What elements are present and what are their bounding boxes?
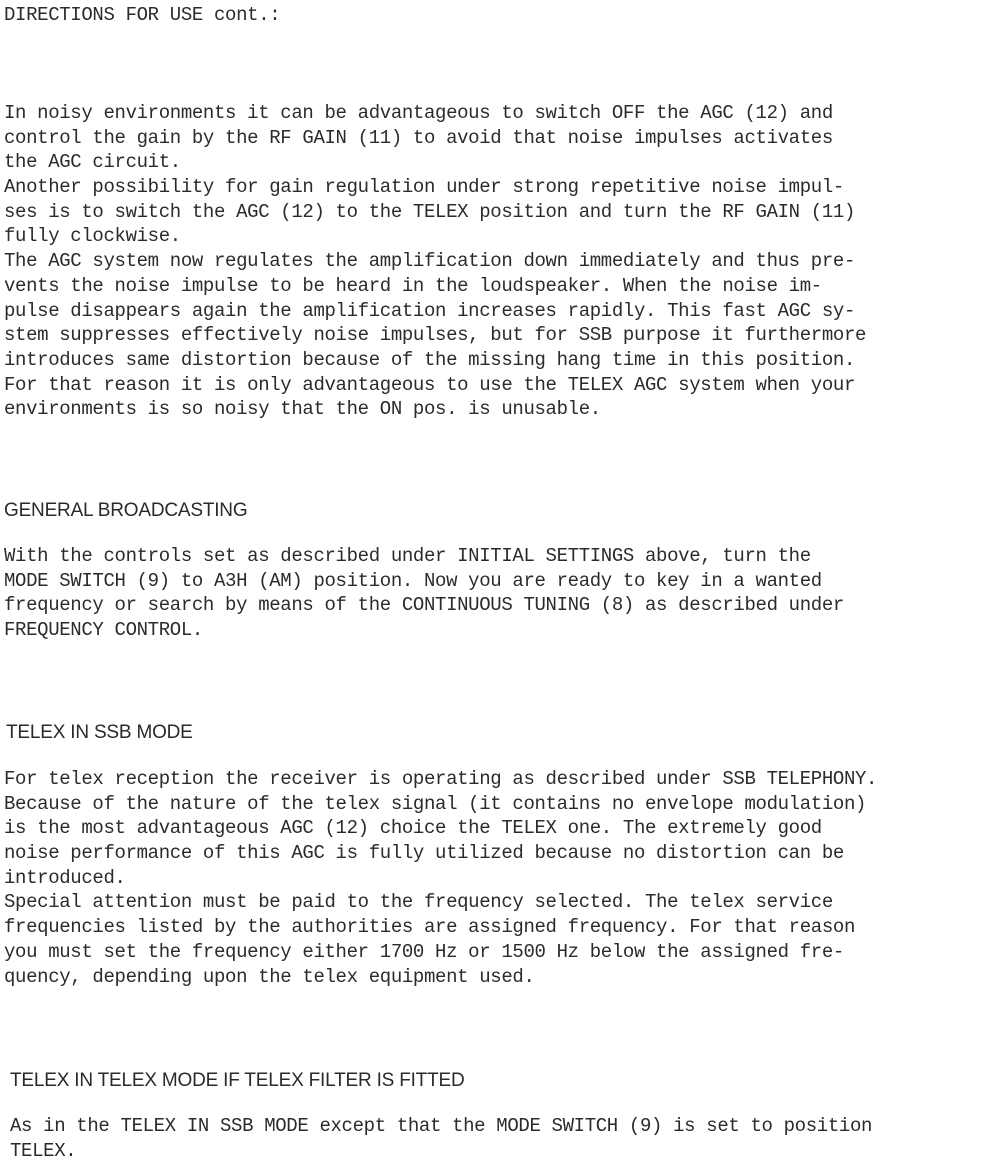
- text-line: pulse disappears again the amplification increases rapidly. This fast AGC sy-: [4, 299, 855, 322]
- text-line: FREQUENCY CONTROL.: [4, 619, 203, 642]
- text-line: The AGC system now regulates the amplification down immediately and thus pre-: [4, 250, 855, 273]
- text-line: Because of the nature of the telex signal (it contains no envelope modulation): [4, 792, 867, 815]
- text-line: the AGC circuit.: [4, 151, 181, 174]
- text-line: ses is to switch the AGC (12) to the TELEX position and turn the RF GAIN (11): [4, 200, 855, 223]
- general-broadcasting-paragraph: [4, 544, 844, 643]
- text-line: As in the TELEX IN SSB MODE except that the MODE SWITCH (9) is set to position: [10, 1115, 873, 1137]
- text-line: environments is so noisy that the ON pos. is unusable.: [4, 398, 601, 421]
- telex-telex-paragraph: [10, 1114, 872, 1163]
- text-line: Special attention must be paid to the frequency selected. The telex service: [4, 891, 833, 914]
- text-line: noise performance of this AGC is fully utilized because no distortion can be: [4, 842, 844, 865]
- text-line: quency, depending upon the telex equipment used.: [4, 965, 535, 988]
- text-line: introduced.: [4, 866, 126, 889]
- page-header: DIRECTIONS FOR USE cont.:: [4, 4, 281, 26]
- text-line: TELEX.: [10, 1139, 77, 1162]
- text-line: frequency or search by means of the CONTINUOUS TUNING (8) as described under: [4, 594, 844, 617]
- section-heading-general-broadcasting: GENERAL BROADCASTING: [4, 500, 248, 521]
- text-line: control the gain by the RF GAIN (11) to avoid that noise impulses activates: [4, 126, 833, 149]
- text-line: frequencies listed by the authorities are assigned frequency. For that reason: [4, 916, 855, 939]
- text-line: stem suppresses effectively noise impulses, but for SSB purpose it furthermore: [4, 324, 867, 347]
- section-heading-telex-telex-mode: TELEX IN TELEX MODE IF TELEX FILTER IS FITTED: [10, 1070, 465, 1091]
- text-line: MODE SWITCH (9) to A3H (AM) position. Now you are ready to key in a wanted: [4, 569, 822, 592]
- text-line: vents the noise impulse to be heard in the loudspeaker. When the noise im-: [4, 274, 822, 297]
- text-line: introduces same distortion because of the missing hang time in this position.: [4, 348, 855, 371]
- text-line: you must set the frequency either 1700 Hz or 1500 Hz below the assigned fre-: [4, 940, 844, 963]
- text-line: In noisy environments it can be advantageous to switch OFF the AGC (12) and: [4, 102, 833, 124]
- agc-noise-paragraph: [4, 101, 866, 422]
- text-line: With the controls set as described under INITIAL SETTINGS above, turn the: [4, 545, 811, 567]
- text-line: For that reason it is only advantageous to use the TELEX AGC system when your: [4, 373, 855, 396]
- text-line: fully clockwise.: [4, 225, 181, 248]
- section-heading-telex-ssb-mode: TELEX IN SSB MODE: [6, 722, 193, 743]
- text-line: For telex reception the receiver is operating as described under SSB TELEPHONY.: [4, 768, 878, 790]
- text-line: is the most advantageous AGC (12) choice the TELEX one. The extremely good: [4, 817, 822, 840]
- text-line: Another possibility for gain regulation under strong repetitive noise impul-: [4, 176, 844, 199]
- telex-ssb-paragraph: [4, 767, 877, 989]
